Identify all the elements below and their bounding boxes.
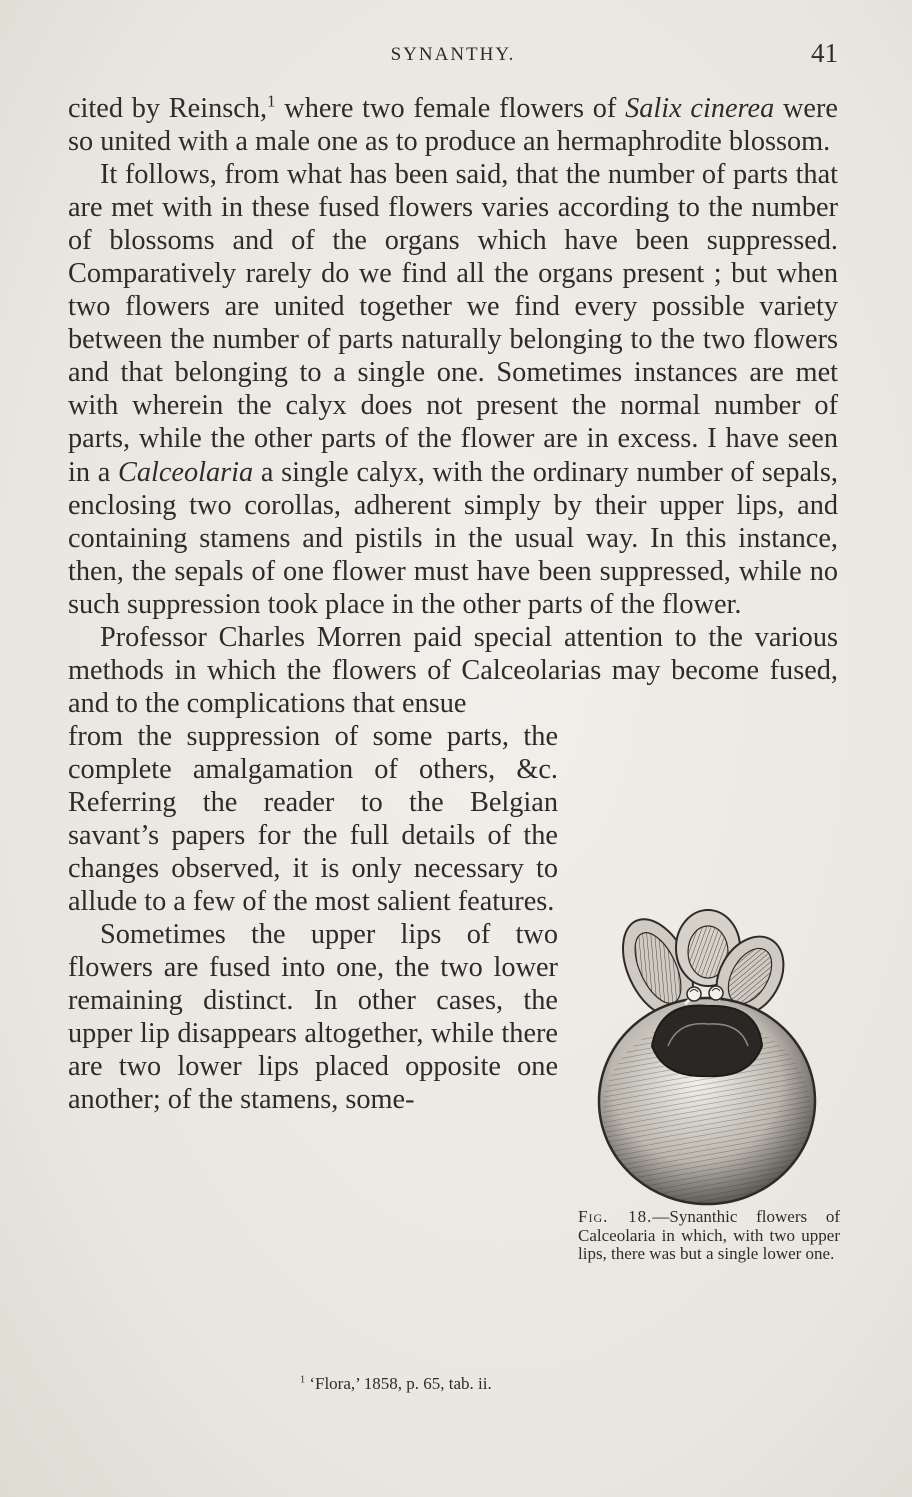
calceolaria-flower-engraving-icon — [590, 896, 840, 1216]
figure-18 — [590, 896, 840, 1216]
paragraph-1-text-c: were so united with a male one as to produce an hermaphrodite blossom. — [68, 93, 838, 158]
paragraph-1 — [68, 92, 838, 158]
footnote-ref: 1 — [267, 91, 276, 111]
figure-caption — [578, 1208, 840, 1264]
paragraph-2-text-b: a single calyx, with the ordinary number of sepals, enclosing two corollas, adherent simply by their upper lips, and containing stamens and pistils in the usual way. In this instance, then, the sepals of one flower must have been suppressed, while no such suppression took place in the other parts of the flower. — [68, 456, 838, 620]
paragraph-2-text-a: It follows, from what has been said, that the number of parts that are met with in these fused flowers varies according to the number of blossoms and of the organs which have been suppressed. Comparatively rarely do we find all the organs present ; but when two flowers are united together we find every possible variety between the number of parts naturally belonging to the two flowers and that belonging to a single one. Sometimes instances are met with wherein the calyx does not present the normal number of parts, while the other parts of the flower are in excess. I have seen in a — [68, 159, 838, 488]
running-head — [68, 38, 838, 70]
running-title: SYNANTHY. — [390, 44, 516, 65]
paragraph-3-continued: from the suppression of some parts, the complete amalgamation of others, &c. Referring the reader to the Belgian savant’s papers for the full details of the changes observed, it is only necessary to allude to a few of the most salient features. — [68, 720, 558, 918]
genus-name: Calceolaria — [117, 456, 254, 488]
paragraph-1-text-b: where two female flowers of — [275, 93, 626, 124]
caption-text: —Synanthic flowers of Calceolaria in which, with two upper lips, there was but a single lower one. — [578, 1207, 841, 1263]
wrapped-column — [68, 720, 558, 1117]
paragraph-3: Professor Charles Morren paid special attention to the various methods in which the flowers of Calceolarias may become fused, and to the complications that ensue — [68, 621, 838, 719]
paragraph-2 — [68, 158, 838, 621]
paragraph-1-text-a: cited by Reinsch, — [68, 93, 268, 124]
figure-label: Fig. 18. — [578, 1207, 653, 1226]
species-name: Salix cinerea — [625, 93, 775, 124]
page-number: 41 — [811, 38, 838, 68]
paragraph-4: Sometimes the upper lips of two flowers are fused into one, the two lower remaining distinct. In other cases, the upper lip disappears altogether, while there are two lower lips placed opposite one another; of the stamens, some- — [68, 919, 558, 1116]
footnote-marker: 1 — [300, 1374, 306, 1386]
footnote — [300, 1374, 700, 1394]
footnote-text: ‘Flora,’ 1858, p. 65, tab. ii. — [305, 1374, 492, 1393]
